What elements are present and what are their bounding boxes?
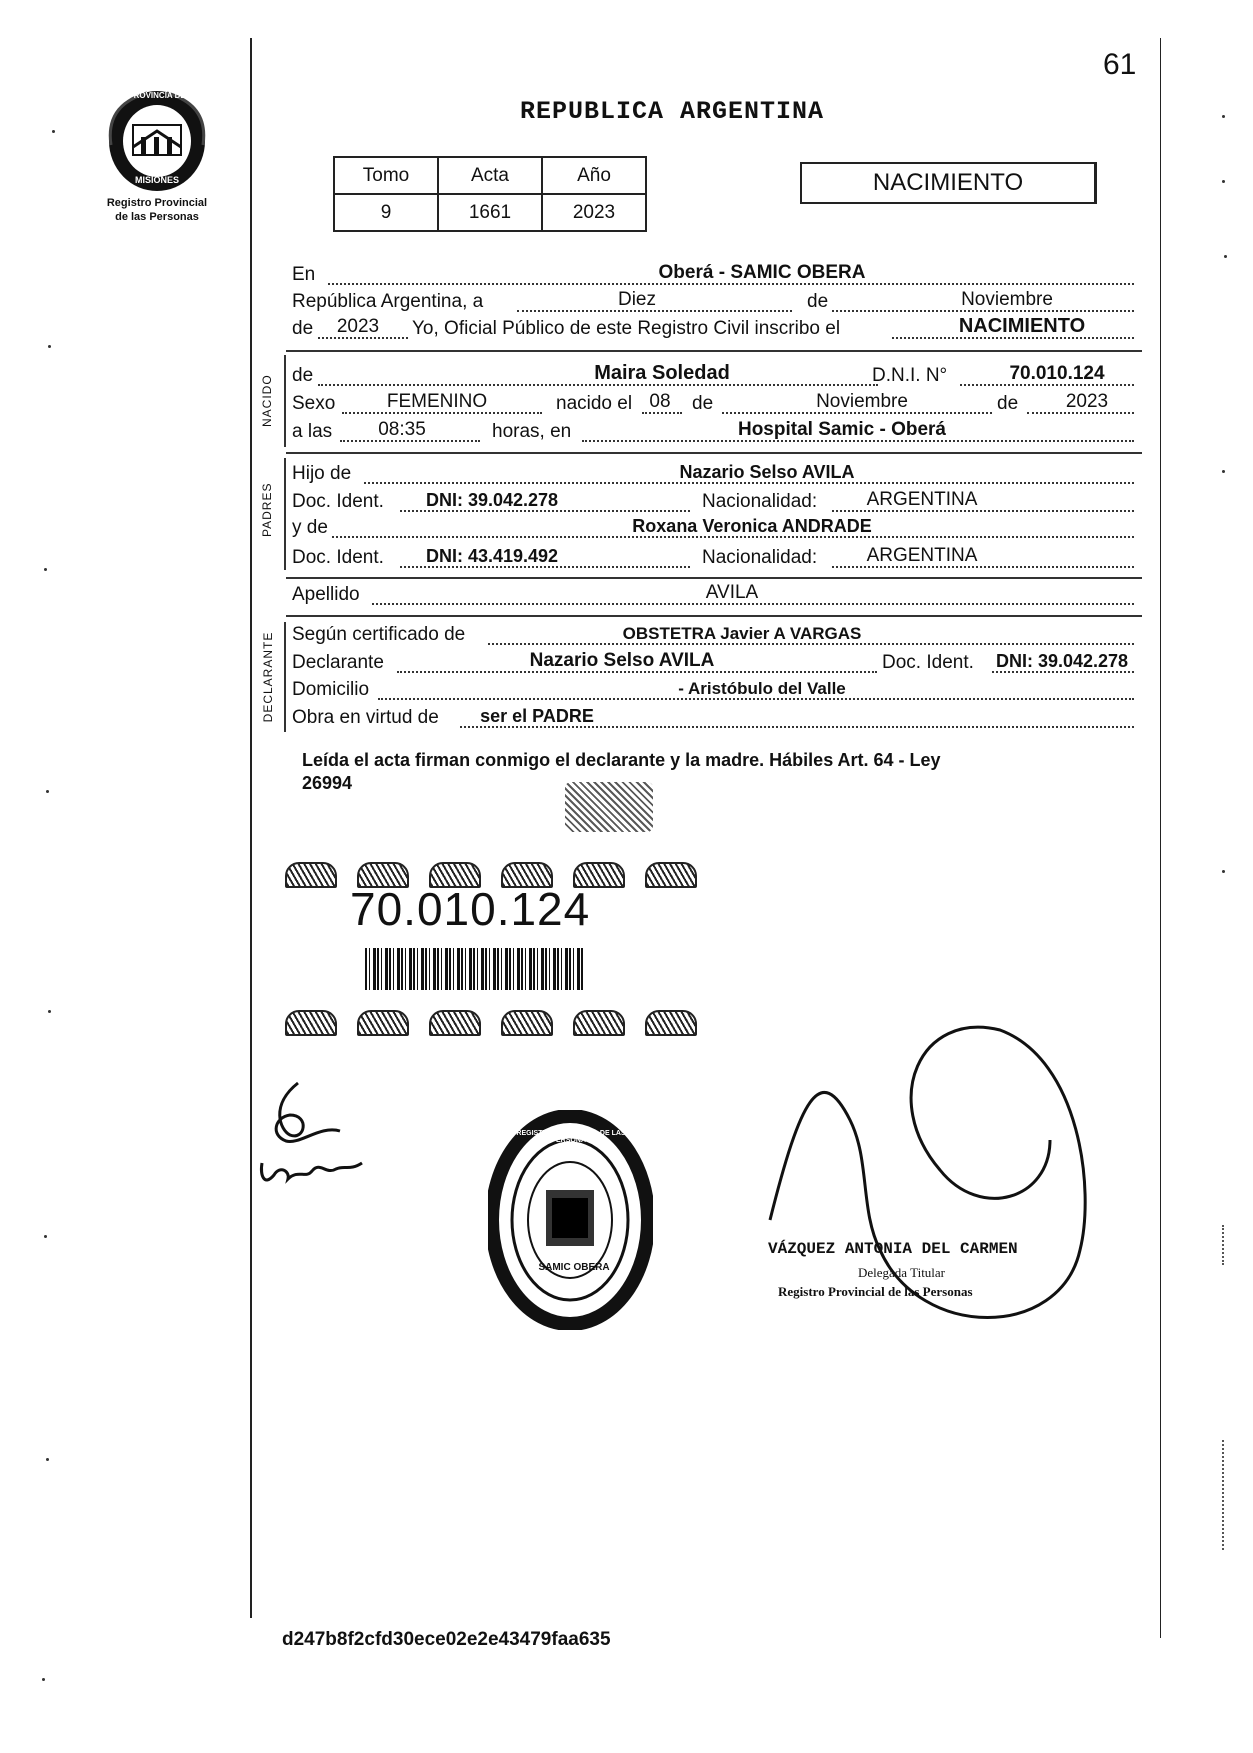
child-dni: 70.010.124 — [1009, 363, 1105, 384]
row-statement — [292, 316, 1142, 344]
label-apellido: Apellido — [292, 584, 360, 605]
declarant-doc: DNI: 39.042.278 — [995, 651, 1129, 671]
label-doc-ident-3: Doc. Ident. — [882, 652, 974, 673]
document-title: REPUBLICA ARGENTINA — [520, 97, 825, 126]
label-doc-ident-1: Doc. Ident. — [292, 491, 384, 512]
seal-center-text: SAMIC OBERA — [538, 1262, 610, 1273]
table-value-anio: 2023 — [542, 194, 646, 231]
register-table — [333, 156, 647, 232]
label-nacido-el: nacido el — [556, 393, 633, 414]
label-obra: Obra en virtud de — [292, 707, 439, 728]
label-horas: horas, en — [492, 421, 572, 442]
registration-month: Noviembre — [961, 289, 1053, 310]
closing-line-2: 26994 — [302, 773, 353, 793]
declarant-signature — [250, 1075, 380, 1190]
birth-year: 2023 — [1065, 391, 1109, 412]
declarant-reason: ser el PADRE — [480, 706, 594, 726]
registration-year: 2023 — [336, 316, 380, 337]
logo-caption-line1: Registro Provincial — [106, 197, 208, 209]
label-dni: D.N.I. N° — [872, 365, 948, 386]
registration-day: Diez — [617, 289, 656, 310]
logo-top-text: PROVINCIA DE — [128, 91, 186, 100]
label-statement: Yo, Oficial Público de este Registro Civil inscribo el — [412, 318, 841, 339]
row-nacido-name — [292, 363, 1142, 391]
row-declarante — [292, 650, 1142, 678]
birth-day: 08 — [649, 391, 671, 412]
birth-place: Hospital Samic - Oberá — [737, 419, 946, 440]
father-nationality: ARGENTINA — [866, 489, 978, 510]
closing-line-1: Leída el acta firman conmigo el declarante y la madre. Hábiles Art. 64 - Ley — [302, 750, 941, 770]
label-declarante: Declarante — [292, 652, 384, 673]
row-certificado — [292, 622, 1142, 650]
child-name: Maira Soledad — [594, 362, 730, 384]
id-stamp-number: 70.010.124 — [350, 883, 591, 935]
document-hash: d247b8f2cfd30ece02e2e43479faa635 — [282, 1629, 611, 1650]
label-republica: República Argentina, a — [292, 291, 484, 312]
section-label-nacido: NACIDO — [260, 374, 274, 427]
record-type-label: NACIMIENTO — [872, 169, 1024, 196]
label-certificado: Según certificado de — [292, 624, 466, 645]
table-value-acta: 1661 — [438, 194, 542, 231]
logo-bottom-text: MISIONES — [134, 175, 179, 185]
page-number: 61 — [1103, 48, 1137, 81]
table-header-acta: Acta — [438, 157, 542, 194]
label-doc-ident-2: Doc. Ident. — [292, 547, 384, 568]
mother-name: Roxana Veronica ANDRADE — [632, 516, 872, 536]
right-margin-line — [1160, 38, 1161, 1638]
section-label-padres: PADRES — [260, 482, 274, 537]
row-nacido-hora — [292, 419, 1142, 447]
table-header-anio: Año — [542, 157, 646, 194]
row-en — [292, 262, 1142, 290]
label-en: En — [292, 264, 316, 285]
official-office: Registro Provincial de las Personas — [778, 1284, 973, 1299]
seal-ring-text: REGISTRO PROVINCIAL DE LAS PERSONAS — [516, 1130, 626, 1144]
label-de-year: de — [292, 318, 314, 339]
official-role: Delegada Titular — [858, 1265, 946, 1280]
label-domicilio: Domicilio — [292, 679, 370, 700]
label-a-las: a las — [292, 421, 333, 442]
father-name: Nazario Selso AVILA — [679, 462, 855, 482]
row-republica — [292, 289, 1142, 317]
mother-nationality: ARGENTINA — [866, 545, 978, 566]
row-father-doc — [292, 489, 1142, 517]
row-mother-doc — [292, 545, 1142, 573]
label-y-de: y de — [292, 517, 328, 538]
declarant-address: - Aristóbulo del Valle — [678, 679, 846, 698]
father-doc: DNI: 39.042.278 — [425, 490, 559, 510]
row-y-de — [292, 515, 1142, 543]
row-obra — [292, 705, 1142, 733]
label-nacionalidad-2: Nacionalidad: — [702, 547, 818, 568]
row-domicilio — [292, 677, 1142, 705]
surname: AVILA — [705, 582, 759, 603]
birth-month: Noviembre — [816, 391, 908, 412]
label-de-name: de — [292, 365, 314, 386]
security-mark — [565, 782, 653, 832]
child-sex: FEMENINO — [386, 391, 488, 412]
official-name: VÁZQUEZ ANTONIA DEL CARMEN — [768, 1240, 1018, 1258]
record-type-box — [800, 162, 1097, 204]
mother-doc: DNI: 43.419.492 — [425, 546, 559, 566]
row-nacido-sexo — [292, 391, 1142, 419]
label-hijo-de: Hijo de — [292, 463, 352, 484]
left-margin-line — [250, 38, 252, 1618]
row-apellido — [292, 582, 1142, 610]
table-header-tomo: Tomo — [334, 157, 438, 194]
logo — [97, 85, 217, 235]
label-nacionalidad-1: Nacionalidad: — [702, 491, 818, 512]
section-label-declarante: DECLARANTE — [261, 631, 275, 723]
certificate-issuer: OBSTETRA Javier A VARGAS — [622, 624, 862, 643]
label-de-month: de — [807, 291, 829, 312]
birth-time: 08:35 — [378, 419, 426, 440]
registration-event: NACIMIENTO — [958, 315, 1086, 337]
official-seal — [488, 1110, 653, 1330]
security-pattern-bottom — [285, 1010, 697, 1034]
table-value-tomo: 9 — [334, 194, 438, 231]
label-de-birth-month: de — [692, 393, 714, 414]
logo-caption-line2: de las Personas — [115, 211, 199, 223]
official-signature — [760, 1020, 1120, 1380]
label-sexo: Sexo — [292, 393, 336, 414]
barcode — [365, 948, 585, 990]
label-de-birth-year: de — [997, 393, 1019, 414]
registration-place: Oberá - SAMIC OBERA — [658, 262, 866, 283]
row-hijo-de — [292, 461, 1142, 489]
declarant-name: Nazario Selso AVILA — [529, 650, 715, 671]
